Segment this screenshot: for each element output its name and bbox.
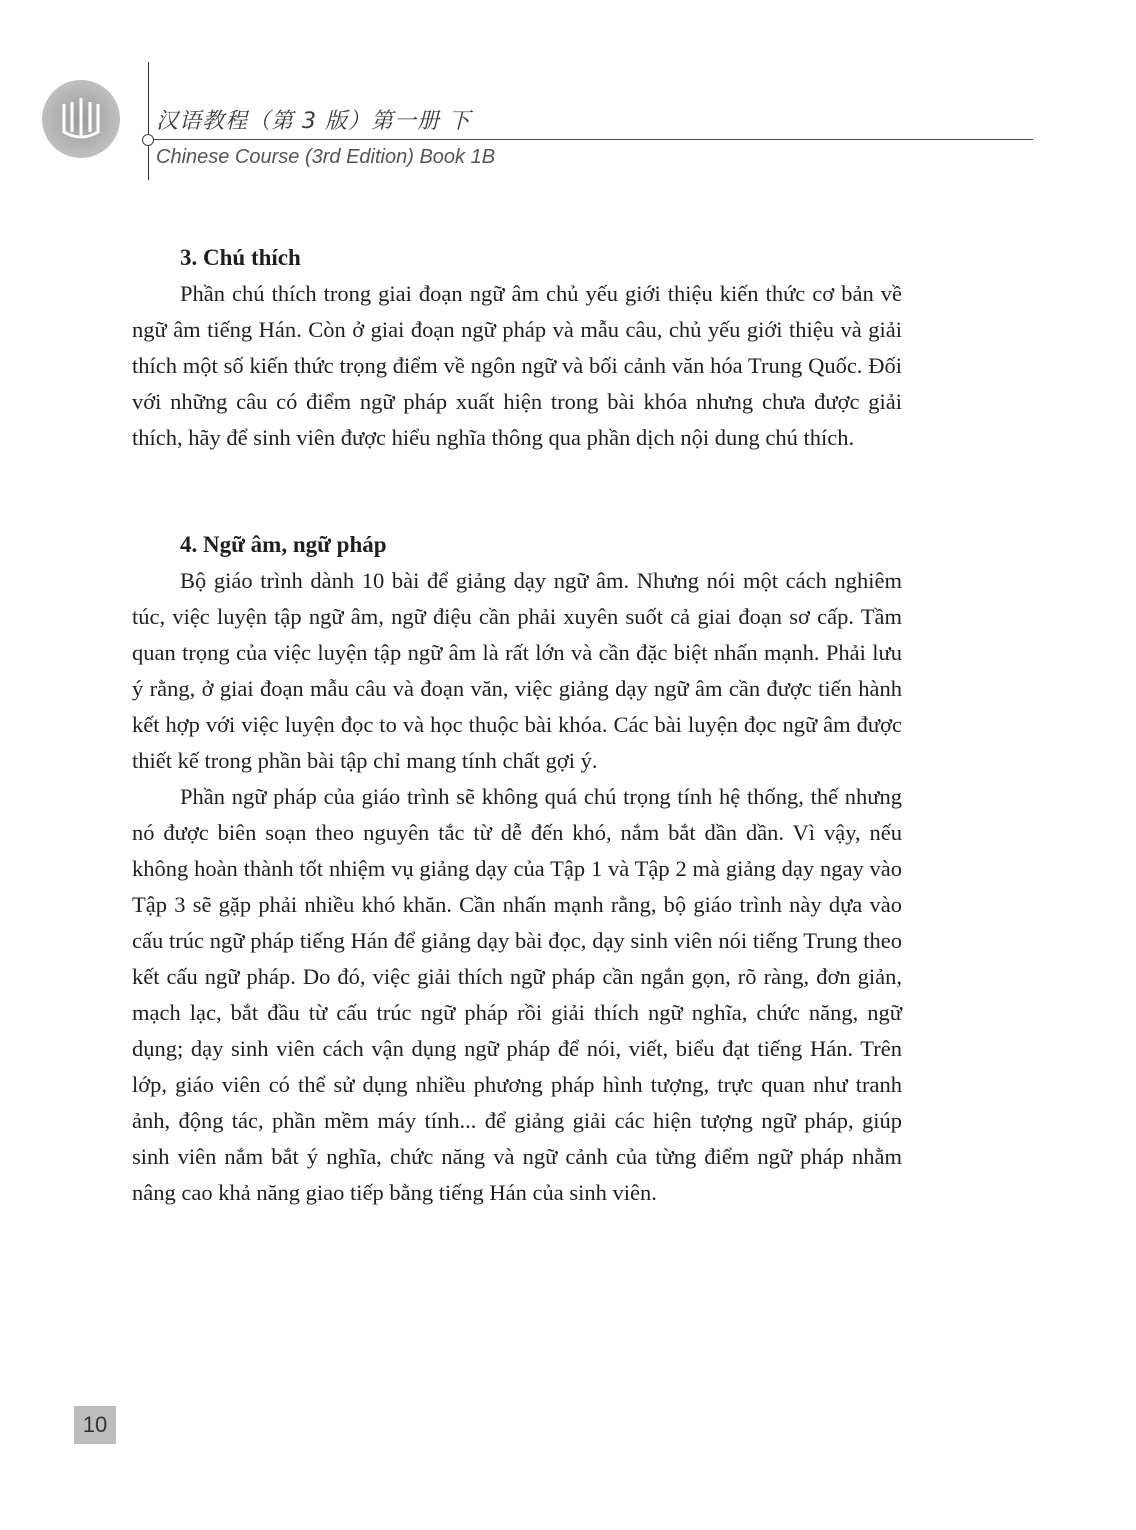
section-heading: 3. Chú thích	[180, 245, 301, 270]
section-phonetics-grammar	[132, 527, 902, 1211]
book-title-english: Chinese Course (3rd Edition) Book 1B	[156, 146, 496, 168]
header-ring	[142, 134, 154, 146]
section-heading: 4. Ngữ âm, ngữ pháp	[180, 532, 387, 557]
section-paragraph: Phần ngữ pháp của giáo trình sẽ không quá chú trọng tính hệ thống, thế nhưng nó được biên soạn theo nguyên tắc từ dễ đến khó, nắm bắt dần dần. Vì vậy, nếu không hoàn thành tốt nhiệm vụ giảng dạy của Tập 1 và Tập 2 mà giảng dạy ngay vào Tập 3 sẽ gặp phải nhiều khó khăn. Cần nhấn mạnh rằng, bộ giáo trình này dựa vào cấu trúc ngữ pháp tiếng Hán để giảng dạy bài đọc, dạy sinh viên nói tiếng Trung theo kết cấu ngữ pháp. Do đó, việc giải thích ngữ pháp cần ngắn gọn, rõ ràng, đơn giản, mạch lạc, bắt đầu từ cấu trúc ngữ pháp rồi giải thích ngữ nghĩa, chức năng, ngữ dụng; dạy sinh viên cách vận dụng ngữ pháp để nói, viết, biểu đạt tiếng Hán. Trên lớp, giáo viên có thể sử dụng nhiều phương pháp hình tượng, trực quan như tranh ảnh, động tác, phần mềm máy tính... để giảng giải các hiện tượng ngữ pháp, giúp sinh viên nắm bắt ý nghĩa, chức năng và ngữ cảnh của từng điểm ngữ pháp nhằm nâng cao khả năng giao tiếp bằng tiếng Hán của sinh viên.	[132, 784, 902, 1205]
section-notes	[132, 240, 902, 456]
header-horizontal-rule	[153, 139, 1033, 140]
header-vertical-rule-bottom	[148, 146, 149, 180]
publisher-logo-icon	[42, 80, 120, 158]
book-title-chinese: 汉语教程（第 3 版）第一册 下	[156, 109, 471, 134]
header-vertical-rule-top	[148, 62, 149, 134]
page-number: 10	[74, 1406, 116, 1444]
section-paragraph: Phần chú thích trong giai đoạn ngữ âm chủ yếu giới thiệu kiến thức cơ bản về ngữ âm tiếng Hán. Còn ở giai đoạn ngữ pháp và mẫu câu, chủ yếu giới thiệu và giải thích một số kiến thức trọng điểm về ngôn ngữ và bối cảnh văn hóa Trung Quốc. Đối với những câu có điểm ngữ pháp xuất hiện trong bài khóa nhưng chưa được giải thích, hãy để sinh viên được hiểu nghĩa thông qua phần dịch nội dung chú thích.	[132, 281, 902, 450]
section-paragraph: Bộ giáo trình dành 10 bài để giảng dạy ngữ âm. Nhưng nói một cách nghiêm túc, việc luyện tập ngữ âm, ngữ điệu cần phải xuyên suốt cả giai đoạn sơ cấp. Tầm quan trọng của việc luyện tập ngữ âm là rất lớn và cần đặc biệt nhấn mạnh. Phải lưu ý rằng, ở giai đoạn mẫu câu và đoạn văn, việc giảng dạy ngữ âm cần được tiến hành kết hợp với việc luyện đọc to và học thuộc bài khóa. Các bài luyện đọc ngữ âm được thiết kế trong phần bài tập chỉ mang tính chất gợi ý.	[132, 568, 902, 773]
